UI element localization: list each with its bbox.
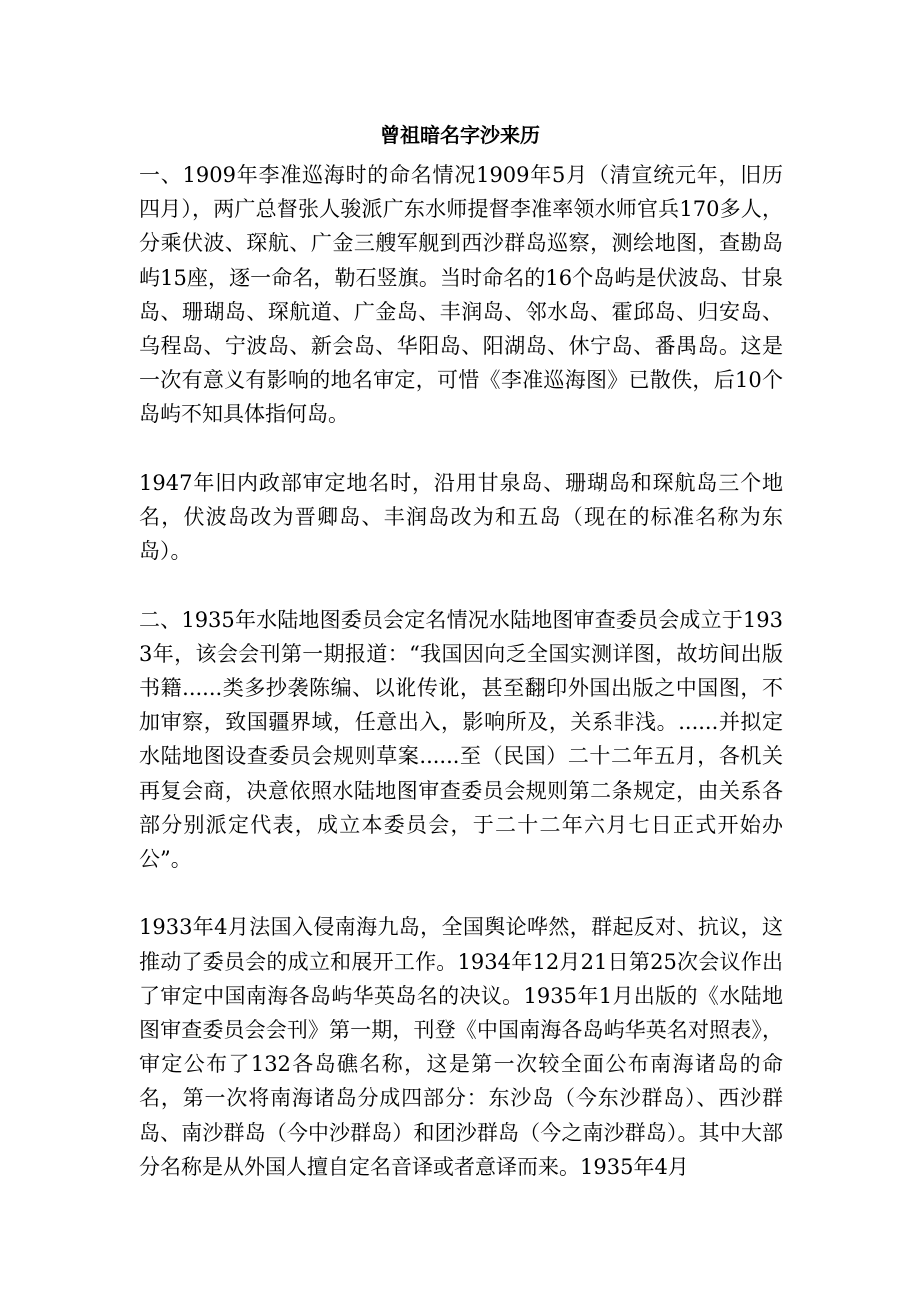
document-body xyxy=(139,158,783,1184)
paragraph-gap xyxy=(139,432,783,466)
paragraph-1947-review: 1947年旧内政部审定地名时，沿用甘泉岛、珊瑚岛和琛航岛三个地名，伏波岛改为晋卿岛、丰润岛改为和五岛（现在的标准名称为东岛）。 xyxy=(139,470,783,564)
paragraph-gap xyxy=(139,568,783,602)
document-title: 曾祖暗名字沙来历 xyxy=(380,123,540,147)
paragraph-1909-naming: 一、1909年李准巡海时的命名情况1909年5月（清宣统元年，旧历四月），两广总督张人骏派广东水师提督李准率领水师官兵170多人，分乘伏波、琛航、广金三艘军舰到西沙群岛巡察，测绘地图，查勘岛屿15座，逐一命名，勒石竖旗。当时命名的16个岛屿是伏波岛、甘泉岛、珊瑚岛、琛航道、广金岛、丰润岛、邻水岛、霍邱岛、归安岛、乌程岛、宁波岛、新会岛、华阳岛、阳湖岛、休宁岛、番禺岛。这是一次有意义有影响的地名审定，可惜《李准巡海图》已散佚，后10个岛屿不知具体指何岛。 xyxy=(139,163,783,427)
paragraph-1935-committee: 二、1935年水陆地图委员会定名情况水陆地图审查委员会成立于1933年，该会会刊第一期报道：“我国因向乏全国实测详图，故坊间出版书籍......类多抄袭陈编、以讹传讹，甚至翻印外国出版之中国图，不加审察，致国疆界域，任意出入，影响所及，关系非浅。......并拟定水陆地图设查委员会规则草案......至（民国）二十二年五月，各机关再复会商，决意依照水陆地图审查委员会规则第二条规定，由关系各部分别派定代表，成立本委员会，于二十二年六月七日正式开始办公”。 xyxy=(139,607,783,872)
paragraph-1933-invasion: 1933年4月法国入侵南海九岛，全国舆论哗然，群起反对、抗议，这推动了委员会的成立和展开工作。1934年12月21日第25次会议作出了审定中国南海各岛屿华英岛名的决议。1935年1月出版的《水陆地图审查委员会会刊》第一期，刊登《中国南海各岛屿华英名对照表》，审定公布了132各岛礁名称，这是第一次较全面公布南海诸岛的命名，第一次将南海诸岛分成四部分：东沙岛（今东沙群岛）、西沙群岛、南沙群岛（今中沙群岛）和团沙群岛（今之南沙群岛）。其中大部分名称是从外国人擅自定名音译或者意译而来。1935年4月 xyxy=(139,915,783,1179)
paragraph-gap xyxy=(139,876,783,910)
